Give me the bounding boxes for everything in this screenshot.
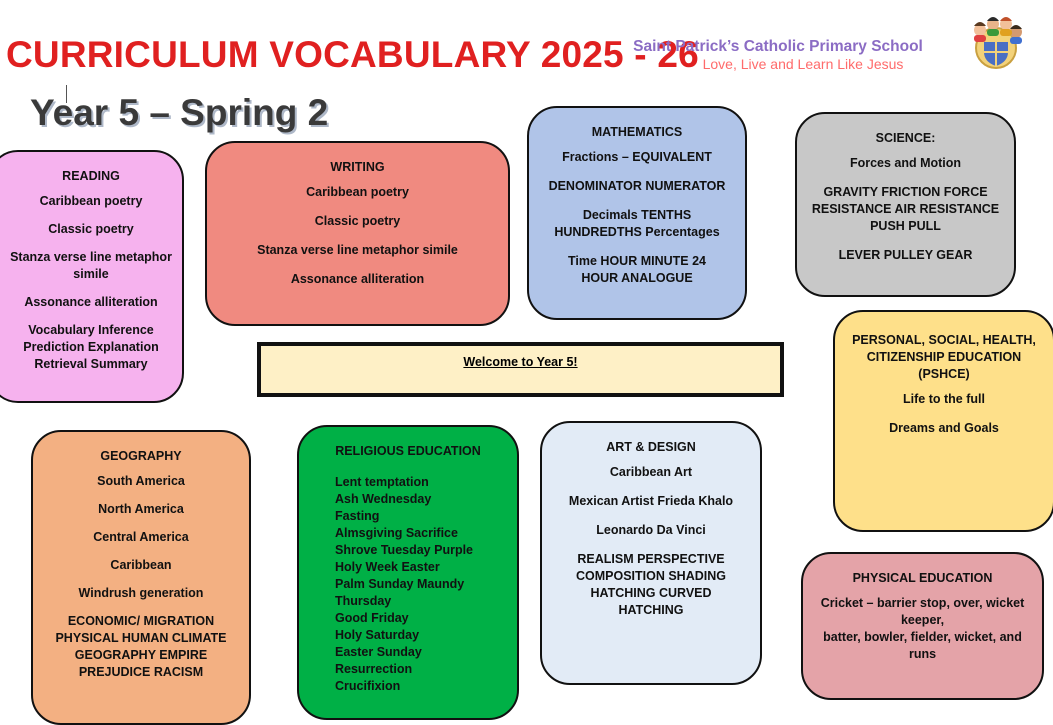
maths-title: MATHEMATICS bbox=[591, 125, 683, 139]
geography-item: South America bbox=[97, 474, 185, 488]
geography-title: GEOGRAPHY bbox=[100, 449, 182, 463]
re-item: Holy Week Easter bbox=[335, 560, 440, 574]
re-item-list bbox=[305, 474, 511, 695]
year-term-heading: Year 5 – Spring 2 bbox=[30, 92, 329, 133]
re-item: Fasting bbox=[335, 509, 380, 523]
welcome-banner: Welcome to Year 5! bbox=[257, 342, 784, 397]
re-item: Holy Saturday bbox=[335, 628, 420, 642]
reading-item: Classic poetry bbox=[48, 222, 134, 236]
religious-education-box bbox=[297, 425, 519, 720]
reading-item: Assonance alliteration bbox=[24, 295, 158, 309]
maths-item: Decimals TENTHS HUNDREDTHS Percentages bbox=[554, 208, 720, 239]
art-item: REALISM PERSPECTIVE COMPOSITION SHADING HATCHING CURVED HATCHING bbox=[575, 552, 726, 617]
science-item: Forces and Motion bbox=[849, 156, 962, 170]
art-item: Mexican Artist Frieda Khalo bbox=[568, 494, 734, 508]
reading-item: Caribbean poetry bbox=[39, 194, 143, 208]
reading-title: READING bbox=[62, 169, 120, 183]
re-title: RELIGIOUS EDUCATION bbox=[335, 444, 481, 458]
geography-item: North America bbox=[98, 502, 184, 516]
pe-item: Cricket – barrier stop, over, wicket keeper, batter, bowler, fielder, wicket, and runs bbox=[820, 596, 1025, 661]
page-title: CURRICULUM VOCABULARY 2025 - 26 bbox=[6, 34, 699, 75]
geography-item: Central America bbox=[93, 530, 189, 544]
re-item: Ash Wednesday bbox=[335, 492, 432, 506]
science-box bbox=[795, 112, 1016, 297]
writing-item: Classic poetry bbox=[314, 214, 401, 228]
pshce-item: Life to the full bbox=[903, 392, 985, 406]
re-item: Crucifixion bbox=[335, 679, 401, 693]
maths-item: Time HOUR MINUTE 24 HOUR ANALOGUE bbox=[568, 254, 706, 285]
school-heading bbox=[632, 38, 924, 72]
pe-title: PHYSICAL EDUCATION bbox=[852, 571, 993, 585]
art-title: ART & DESIGN bbox=[606, 440, 696, 454]
re-item: Thursday bbox=[335, 594, 392, 608]
maths-item: DENOMINATOR NUMERATOR bbox=[548, 179, 726, 193]
art-design-box bbox=[540, 421, 762, 685]
reading-box bbox=[0, 150, 184, 403]
re-item: Easter Sunday bbox=[335, 645, 422, 659]
physical-education-box bbox=[801, 552, 1044, 700]
art-item: Leonardo Da Vinci bbox=[596, 523, 706, 537]
re-item: Good Friday bbox=[335, 611, 409, 625]
re-item: Lent temptation bbox=[335, 475, 429, 489]
writing-title: WRITING bbox=[330, 160, 385, 174]
geography-item: Caribbean bbox=[110, 558, 172, 572]
science-item: LEVER PULLEY GEAR bbox=[838, 248, 973, 262]
reading-item: Stanza verse line metaphor simile bbox=[10, 250, 172, 281]
pshce-item: Dreams and Goals bbox=[889, 421, 999, 435]
re-item: Resurrection bbox=[335, 662, 413, 676]
science-title: SCIENCE: bbox=[875, 131, 936, 145]
school-name: Saint Patrick’s Catholic Primary School bbox=[633, 38, 923, 55]
art-item: Caribbean Art bbox=[609, 465, 693, 479]
pshce-title: PERSONAL, SOCIAL, HEALTH, CITIZENSHIP EDUCATION (PSHCE) bbox=[852, 333, 1036, 381]
maths-box bbox=[527, 106, 747, 320]
re-item: Palm Sunday Maundy bbox=[335, 577, 465, 591]
writing-box bbox=[205, 141, 510, 326]
writing-item: Stanza verse line metaphor simile bbox=[257, 243, 458, 257]
pshce-box bbox=[833, 310, 1053, 532]
school-motto: Love, Live and Learn Like Jesus bbox=[702, 56, 904, 72]
writing-item: Caribbean poetry bbox=[306, 185, 409, 199]
re-item: Shrove Tuesday Purple bbox=[335, 543, 474, 557]
geography-item: Windrush generation bbox=[78, 586, 204, 600]
re-item: Almsgiving Sacrifice bbox=[335, 526, 458, 540]
geography-item: ECONOMIC/ MIGRATION PHYSICAL HUMAN CLIMATE GEOGRAPHY EMPIRE PREJUDICE RACISM bbox=[55, 614, 227, 679]
reading-item: Vocabulary Inference Prediction Explanation Retrieval Summary bbox=[23, 323, 159, 371]
school-logo-icon bbox=[966, 12, 1026, 74]
maths-item: Fractions – EQUIVALENT bbox=[562, 150, 712, 164]
writing-item: Assonance alliteration bbox=[290, 272, 425, 286]
science-item: GRAVITY FRICTION FORCE RESISTANCE AIR RESISTANCE PUSH PULL bbox=[811, 185, 1000, 233]
geography-box bbox=[31, 430, 251, 725]
